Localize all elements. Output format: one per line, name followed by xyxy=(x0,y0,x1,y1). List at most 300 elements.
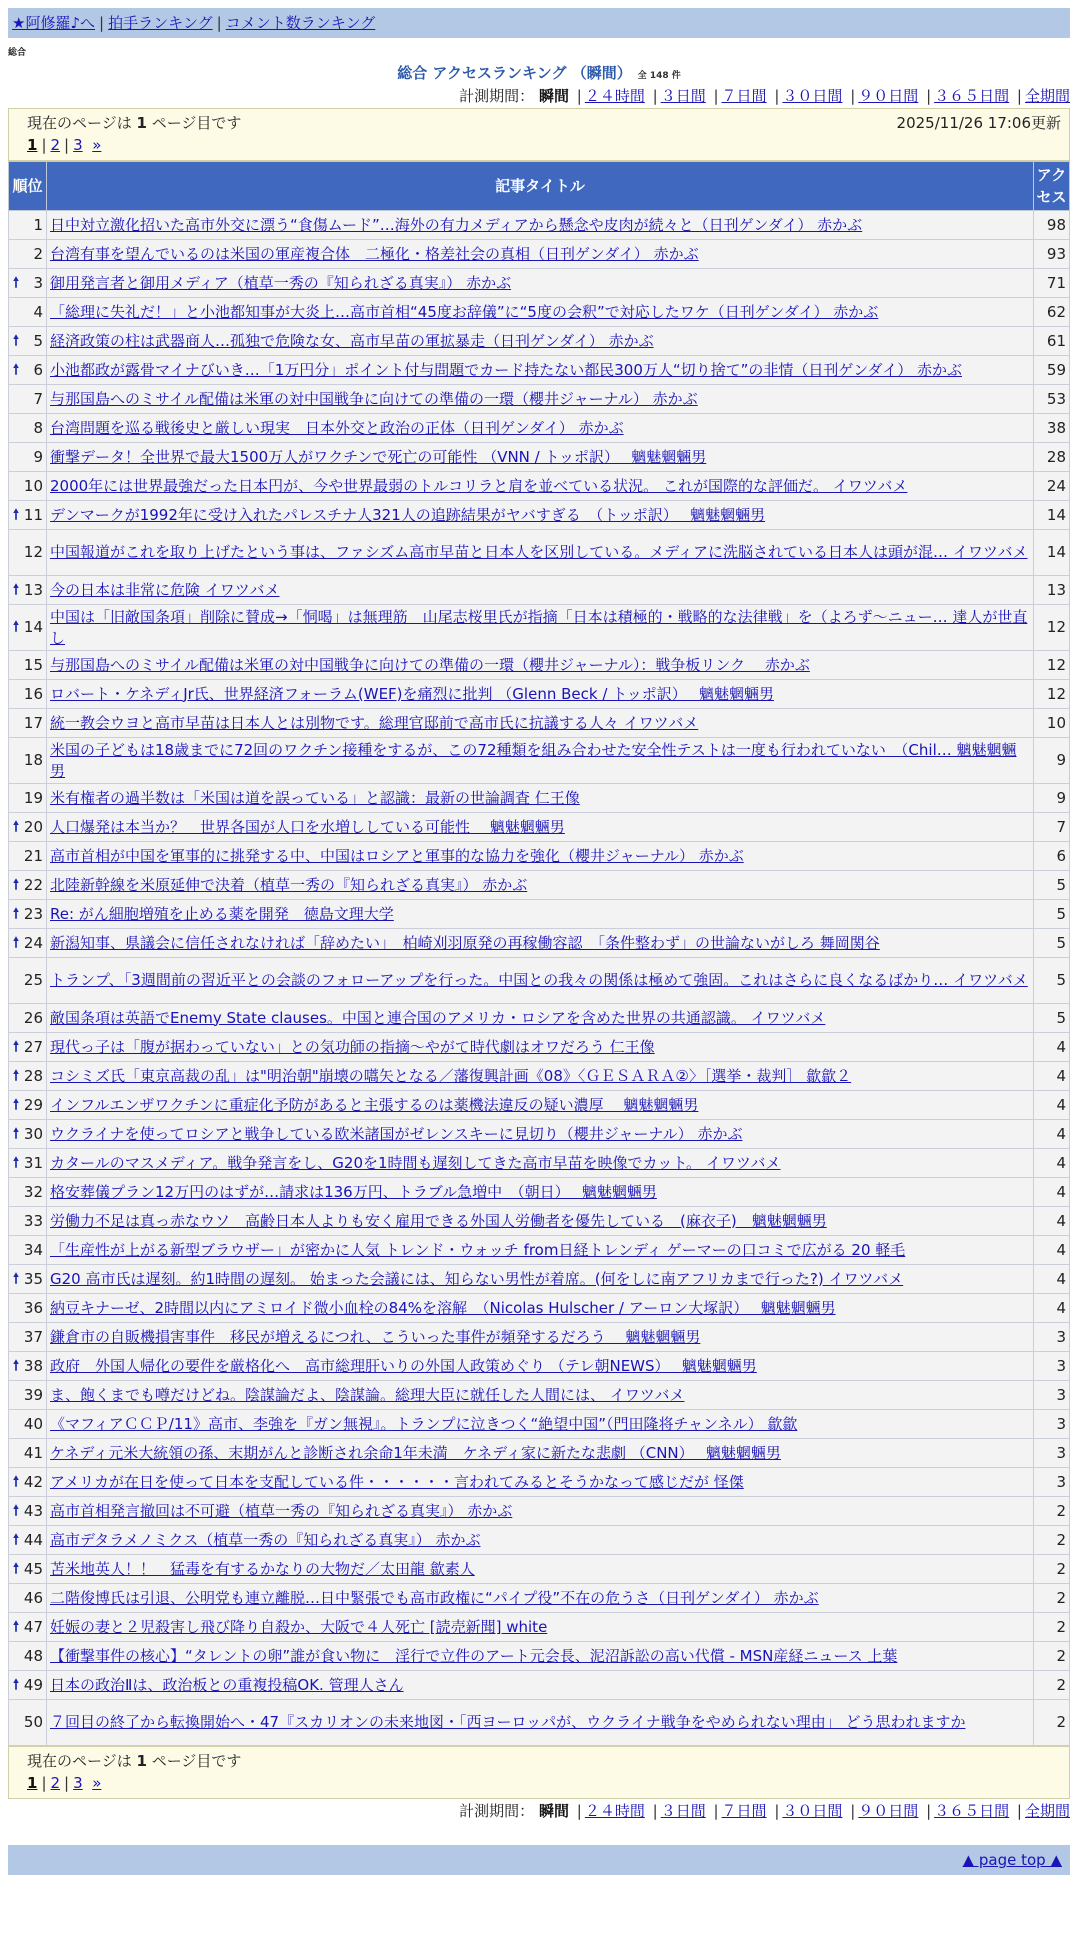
access-count: 5 xyxy=(1034,900,1070,929)
access-count: 3 xyxy=(1034,1468,1070,1497)
rank-cell xyxy=(9,738,47,784)
rank-number: 44 xyxy=(23,1530,43,1549)
comment-ranking-link[interactable]: コメント数ランキング xyxy=(225,14,376,32)
title-cell xyxy=(47,1642,1034,1671)
page-info-panel xyxy=(8,108,1070,161)
rank-number: 42 xyxy=(23,1472,43,1491)
rank-up-arrow-icon: 🠕 xyxy=(13,1676,20,1693)
access-count: 6 xyxy=(1034,842,1070,871)
title-cell xyxy=(47,813,1034,842)
title-cell xyxy=(47,1265,1034,1294)
article-title-link[interactable]: 「生産性が上がる新型ブラウザー」が密かに人気 トレンド・ウォッチ from日経トレンディ ゲーマーの口コミで広がる 20 軽毛 xyxy=(50,1240,906,1259)
table-row xyxy=(9,1468,1070,1497)
access-count: 59 xyxy=(1034,356,1070,385)
table-row xyxy=(9,651,1070,680)
table-row xyxy=(9,1555,1070,1584)
rank-up-arrow-icon: 🠕 xyxy=(13,1531,20,1548)
access-count: 2 xyxy=(1034,1497,1070,1526)
title-cell xyxy=(47,929,1034,958)
page-link-3-bottom[interactable]: 3 xyxy=(73,1774,83,1792)
access-count: 2 xyxy=(1034,1642,1070,1671)
rank-header: 順位 xyxy=(9,162,47,211)
article-title-link[interactable]: 日中対立激化招いた高市外交に漂う“食傷ムード”…海外の有力メディアから懸念や皮肉が続々と（日刊ゲンダイ） 赤かぶ xyxy=(50,215,863,234)
table-row xyxy=(9,1410,1070,1439)
rank-number: 25 xyxy=(23,971,43,989)
rank-number: 7 xyxy=(33,389,43,408)
article-title-link[interactable]: 労働力不足は真っ赤なウソ 高齢日本人よりも安く雇用できる外国人労働者を優先している (麻衣子) 魑魅魍魎男 xyxy=(50,1211,827,1230)
rank-up-arrow-icon: 🠕 xyxy=(13,1096,20,1113)
pagination-top: 1 | 2 | 3 » xyxy=(27,136,102,154)
rank-cell xyxy=(9,1033,47,1062)
title-cell xyxy=(47,1294,1034,1323)
table-row xyxy=(9,738,1070,784)
rank-cell xyxy=(9,842,47,871)
access-count: 71 xyxy=(1034,269,1070,298)
rank-cell xyxy=(9,472,47,501)
title-cell xyxy=(47,1062,1034,1091)
rank-number: 1 xyxy=(33,215,43,234)
period-link-7d[interactable]: ７日間 xyxy=(721,87,767,105)
rank-up-arrow-icon: 🠕 xyxy=(13,1560,20,1577)
period-link-24h-bottom[interactable]: ２４時間 xyxy=(584,1802,645,1820)
table-row xyxy=(9,269,1070,298)
page-link-2[interactable]: 2 xyxy=(50,136,61,154)
rank-cell xyxy=(9,1555,47,1584)
rank-cell xyxy=(9,1149,47,1178)
article-title-link[interactable]: 高市首相発言撤回は不可避（植草一秀の『知られざる真実』） 赤かぶ xyxy=(50,1501,513,1520)
table-row xyxy=(9,1062,1070,1091)
rank-number: 28 xyxy=(23,1066,43,1085)
clap-ranking-link[interactable]: 拍手ランキング xyxy=(108,14,213,32)
table-row xyxy=(9,1497,1070,1526)
rank-cell xyxy=(9,1091,47,1120)
article-title-link[interactable]: デンマークが1992年に受け入れたパレスチナ人321人の追跡結果がヤバすぎる （トッポ訳） 魑魅魍魎男 xyxy=(50,505,766,524)
rank-cell xyxy=(9,1381,47,1410)
rank-cell xyxy=(9,211,47,240)
rank-number: 41 xyxy=(23,1443,43,1462)
article-title-link[interactable]: 与那国島へのミサイル配備は米軍の対中国戦争に向けての準備の一環（櫻井ジャーナル） 赤かぶ xyxy=(50,389,698,408)
rank-number: 31 xyxy=(23,1153,43,1172)
rank-number: 47 xyxy=(23,1617,43,1636)
article-title-link[interactable]: カタールのマスメディア。戦争発言をし、G20を1時間も遅刻してきた高市早苗を映像でカット。 イワツバメ xyxy=(50,1153,781,1172)
title-cell xyxy=(47,1352,1034,1381)
title-cell xyxy=(47,1439,1034,1468)
access-count: 3 xyxy=(1034,1410,1070,1439)
article-title-link[interactable]: 中国は「旧敵国条項」削除に賛成→「恫喝」は無理筋 山尾志桜里氏が指摘「日本は積極的・戦略的な法律戦」を（よろず～ニュー… 達人が世直し xyxy=(50,607,1028,647)
ranking-table-body xyxy=(9,211,1070,1746)
period-link-all[interactable]: 全期間 xyxy=(1024,87,1070,105)
title-cell xyxy=(47,1468,1034,1497)
title-cell xyxy=(47,1323,1034,1352)
period-link-24h[interactable]: ２４時間 xyxy=(584,87,645,105)
period-link-3d[interactable]: ３日間 xyxy=(660,87,706,105)
table-row xyxy=(9,1091,1070,1120)
rank-cell xyxy=(9,605,47,651)
table-row xyxy=(9,472,1070,501)
period-link-3d-bottom[interactable]: ３日間 xyxy=(660,1802,706,1820)
access-count: 2 xyxy=(1034,1555,1070,1584)
article-title-link[interactable]: 2000年には世界最強だった日本円が、今や世界最弱のトルコリラと肩を並べている状況。 これが国際的な評価だ。 イワツバメ xyxy=(50,476,908,495)
article-title-link[interactable]: 現代っ子は「腹が据わっていない」との気功師の指摘～やがて時代劇はオワだろう 仁王像 xyxy=(50,1037,655,1056)
table-row xyxy=(9,1671,1070,1700)
article-title-link[interactable]: 台湾有事を望んでいるのは米国の軍産複合体 二極化・格差社会の真相（日刊ゲンダイ） 赤かぶ xyxy=(50,244,699,263)
article-title-link[interactable]: 納豆キナーゼ、2時間以内にアミロイド微小血栓の84%を溶解 （Nicolas Hulscher / アーロン大塚訳） 魑魅魍魎男 xyxy=(50,1298,836,1317)
rank-number: 27 xyxy=(23,1037,43,1056)
period-label: 計測期間： xyxy=(459,87,535,105)
access-count: 2 xyxy=(1034,1584,1070,1613)
access-count: 14 xyxy=(1034,530,1070,576)
page-current-bottom: 1 xyxy=(27,1774,38,1792)
period-link-30d-bottom[interactable]: ３０日間 xyxy=(782,1802,843,1820)
title-cell xyxy=(47,472,1034,501)
rank-number: 2 xyxy=(33,244,43,263)
table-row xyxy=(9,1033,1070,1062)
rank-number: 50 xyxy=(23,1713,43,1731)
rank-number: 17 xyxy=(23,713,43,732)
page-next-link-bottom[interactable]: » xyxy=(92,1774,102,1792)
rank-number: 36 xyxy=(23,1298,43,1317)
table-row xyxy=(9,211,1070,240)
access-count: 13 xyxy=(1034,576,1070,605)
nav-separator: | xyxy=(216,14,222,32)
rank-number: 32 xyxy=(23,1182,43,1201)
article-title-link[interactable]: 格安葬儀プラン12万円のはずが…請求は136万円、トラブル急増中 （朝日） 魑魅魍魎男 xyxy=(50,1182,657,1201)
access-count: 4 xyxy=(1034,1207,1070,1236)
period-current: 瞬間 xyxy=(538,87,569,105)
rank-cell xyxy=(9,1323,47,1352)
rank-cell xyxy=(9,929,47,958)
table-header-row xyxy=(9,162,1070,211)
title-cell xyxy=(47,900,1034,929)
rank-up-arrow-icon: 🠕 xyxy=(13,818,20,835)
rank-cell xyxy=(9,443,47,472)
pagination-bottom: 1 | 2 | 3 » xyxy=(27,1774,102,1792)
rank-number: 16 xyxy=(23,684,43,703)
title-cell xyxy=(47,1033,1034,1062)
table-row xyxy=(9,900,1070,929)
title-cell xyxy=(47,1120,1034,1149)
table-row xyxy=(9,356,1070,385)
article-title-link[interactable]: 米有権者の過半数は「米国は道を誤っている」と認識：最新の世論調査 仁王像 xyxy=(50,788,580,807)
access-count: 3 xyxy=(1034,1381,1070,1410)
rank-number: 23 xyxy=(23,904,43,923)
table-row xyxy=(9,605,1070,651)
article-title-link[interactable]: 北陸新幹線を米原延伸で決着（植草一秀の『知られざる真実』） 赤かぶ xyxy=(50,875,528,894)
table-row xyxy=(9,1439,1070,1468)
rank-number: 8 xyxy=(33,418,43,437)
rank-number: 22 xyxy=(23,875,43,894)
table-row xyxy=(9,842,1070,871)
rank-up-arrow-icon: 🠕 xyxy=(13,332,20,349)
title-cell xyxy=(47,1178,1034,1207)
article-title-link[interactable]: ウクライナを使ってロシアと戦争している欧米諸国がゼレンスキーに見切り（櫻井ジャーナル） 赤かぶ xyxy=(50,1124,743,1143)
period-link-all-bottom[interactable]: 全期間 xyxy=(1024,1802,1070,1820)
article-title-link[interactable]: ７回目の終了から転換開始へ・47『スカリオンの未来地図・「西ヨーロッパが、ウクライナ戦争をやめられない理由」 どう思われますか xyxy=(50,1713,966,1731)
article-title-link[interactable]: インフルエンザワクチンに重症化予防があると主張するのは薬機法違反の疑い濃厚 魑魅魍魎男 xyxy=(50,1095,699,1114)
table-row xyxy=(9,327,1070,356)
article-title-link[interactable]: 高市デタラメノミクス（植草一秀の『知られざる真実』） 赤かぶ xyxy=(50,1530,481,1549)
rank-cell xyxy=(9,240,47,269)
rank-number: 43 xyxy=(23,1501,43,1520)
title-cell xyxy=(47,356,1034,385)
rank-number: 11 xyxy=(23,505,43,524)
period-link-90d-bottom[interactable]: ９０日間 xyxy=(858,1802,919,1820)
home-link[interactable]: ★阿修羅♪へ xyxy=(12,14,96,32)
access-count: 7 xyxy=(1034,813,1070,842)
table-row xyxy=(9,1323,1070,1352)
access-count: 2 xyxy=(1034,1613,1070,1642)
title-cell xyxy=(47,1236,1034,1265)
access-count: 12 xyxy=(1034,680,1070,709)
article-title-link[interactable]: 小池都政が露骨マイナびいき…「1万円分」ポイント付与問題でカード持たない都民300万人“切り捨て”の非情（日刊ゲンダイ） 赤かぶ xyxy=(50,360,962,379)
period-current-bottom: 瞬間 xyxy=(538,1802,569,1820)
rank-number: 14 xyxy=(23,618,43,636)
access-count: 4 xyxy=(1034,1294,1070,1323)
article-title-link[interactable]: 二階俊博氏は引退、公明党も連立離脱…日中緊張でも高市政権に“パイプ役”不在の危うさ（日刊ゲンダイ） 赤かぶ xyxy=(50,1588,819,1607)
rank-number: 30 xyxy=(23,1124,43,1143)
rank-cell xyxy=(9,1671,47,1700)
rank-number: 37 xyxy=(23,1327,43,1346)
title-cell xyxy=(47,269,1034,298)
article-title-link[interactable]: Re: がん細胞増殖を止める薬を開発 徳島文理大学 xyxy=(50,904,394,923)
rank-number: 49 xyxy=(23,1675,43,1694)
period-link-7d-bottom[interactable]: ７日間 xyxy=(721,1802,767,1820)
access-count: 9 xyxy=(1034,784,1070,813)
rank-number: 45 xyxy=(23,1559,43,1578)
table-row xyxy=(9,1381,1070,1410)
article-title-link[interactable]: トランプ、「3週間前の習近平との会談のフォローアップを行った。中国との我々の関係は極めて強固。これはさらに良くなるばかり… イワツバメ xyxy=(50,971,1028,989)
article-title-link[interactable]: 政府 外国人帰化の要件を厳格化へ 高市総理肝いりの外国人政策めぐり （テレ朝NEWS） 魑魅魍魎男 xyxy=(50,1356,757,1375)
rank-up-arrow-icon: 🠕 xyxy=(13,905,20,922)
rank-cell xyxy=(9,1236,47,1265)
rank-cell xyxy=(9,871,47,900)
rank-cell xyxy=(9,900,47,929)
access-count: 5 xyxy=(1034,929,1070,958)
current-page-text: 現在のページは 1 ページ目です xyxy=(27,114,242,132)
table-row xyxy=(9,784,1070,813)
access-count: 2 xyxy=(1034,1671,1070,1700)
rank-number: 21 xyxy=(23,846,43,865)
rank-cell xyxy=(9,298,47,327)
rank-number: 4 xyxy=(33,302,43,321)
article-title-link[interactable]: アメリカが在日を使って日本を支配している件・・・・・・言われてみるとそうかなって感じだが 怪傑 xyxy=(50,1472,744,1491)
table-row xyxy=(9,871,1070,900)
rank-number: 33 xyxy=(23,1211,43,1230)
period-link-365d[interactable]: ３６５日間 xyxy=(934,87,1010,105)
footer-bar xyxy=(8,1845,1070,1875)
table-row xyxy=(9,501,1070,530)
period-link-90d[interactable]: ９０日間 xyxy=(858,87,919,105)
page-link-2-bottom[interactable]: 2 xyxy=(50,1774,61,1792)
rank-number: 13 xyxy=(23,580,43,599)
table-row xyxy=(9,1700,1070,1746)
rank-up-arrow-icon: 🠕 xyxy=(13,581,20,598)
title-cell xyxy=(47,1584,1034,1613)
article-title-link[interactable]: 《マフィアＣＣＰ/11》高市、李強を『ガン無視』。トランプに泣きつく“絶望中国”（門田隆将チャンネル） 歙歙 xyxy=(50,1414,798,1433)
period-selector-bottom: 計測期間： 瞬間 | ２４時間 | ３日間 | ７日間 | ３０日間 | ９０日間 | ３６５日間 | 全期間 xyxy=(459,1802,1070,1820)
rank-cell xyxy=(9,1207,47,1236)
table-row xyxy=(9,813,1070,842)
title-cell xyxy=(47,443,1034,472)
title-cell xyxy=(47,842,1034,871)
title-cell xyxy=(47,298,1034,327)
top-nav-bar xyxy=(8,8,1070,38)
access-count: 3 xyxy=(1034,1439,1070,1468)
article-title-link[interactable]: コシミズ氏「東京高裁の乱」は"明治朝"崩壊の嚆矢となる／藩復興計画《08》〈ＧＥＳＡＲＡ②〉［選挙・裁判］ 歙歙２ xyxy=(50,1066,852,1085)
nav-separator: | xyxy=(99,14,105,32)
article-title-link[interactable]: 日本の政治Ⅱは、政治板との重複投稿OK. 管理人さん xyxy=(50,1675,404,1694)
rank-up-arrow-icon: 🠕 xyxy=(13,619,20,635)
article-title-link[interactable]: 衝撃データ！全世界で最大1500万人がワクチンで死亡の可能性 （VNN / トッポ訳） 魑魅魍魎男 xyxy=(50,447,707,466)
access-count: 38 xyxy=(1034,414,1070,443)
ranking-heading xyxy=(8,62,1070,84)
rank-up-arrow-icon: 🠕 xyxy=(13,1502,20,1519)
article-title-link[interactable]: 新潟知事、県議会に信任されなければ「辞めたい」 柏崎刈羽原発の再稼働容認 「条件整わず」の世論ないがしろ 舞岡関谷 xyxy=(50,933,880,952)
updated-timestamp: 2025/11/26 17:06更新 xyxy=(896,114,1061,132)
rank-number: 10 xyxy=(23,476,43,495)
access-count: 5 xyxy=(1034,958,1070,1004)
rank-number: 46 xyxy=(23,1588,43,1607)
article-title-link[interactable]: ロバート・ケネディJr氏、世界経済フォーラム(WEF)を痛烈に批判 （Glenn Beck / トッポ訳） 魑魅魍魎男 xyxy=(50,684,774,703)
title-cell xyxy=(47,576,1034,605)
title-cell xyxy=(47,1700,1034,1746)
table-row xyxy=(9,1352,1070,1381)
title-cell xyxy=(47,501,1034,530)
table-row xyxy=(9,1120,1070,1149)
rank-number: 15 xyxy=(23,655,43,674)
access-header: アクセス xyxy=(1034,162,1070,211)
rank-cell xyxy=(9,1120,47,1149)
article-title-link[interactable]: 【衝撃事件の核心】“タレントの卵”誰が食い物に 淫行で立件のアート元会長、泥沼訴訟の高い代償 - MSN産経ニュース 上葉 xyxy=(50,1646,898,1665)
rank-up-arrow-icon: 🠕 xyxy=(13,1473,20,1490)
rank-cell xyxy=(9,576,47,605)
table-row xyxy=(9,443,1070,472)
rank-number: 12 xyxy=(23,543,43,561)
article-title-link[interactable]: ま、飽くまでも噂だけどね。陰謀論だよ、陰謀論。総理大臣に就任した人間には、 イワツバメ xyxy=(50,1385,685,1404)
current-page-text-bottom: 現在のページは 1 ページ目です xyxy=(27,1752,242,1770)
access-count: 9 xyxy=(1034,738,1070,784)
rank-cell xyxy=(9,1439,47,1468)
access-count: 24 xyxy=(1034,472,1070,501)
title-cell xyxy=(47,871,1034,900)
table-row xyxy=(9,1149,1070,1178)
rank-cell xyxy=(9,1265,47,1294)
page-top-link[interactable]: ▲ page top ▲ xyxy=(962,1851,1062,1869)
period-link-30d[interactable]: ３０日間 xyxy=(782,87,843,105)
rank-cell xyxy=(9,1497,47,1526)
article-title-link[interactable]: 統一教会ウヨと高市早苗は日本人とは別物です。総理官邸前で高市氏に抗議する人々 イワツバメ xyxy=(50,713,699,732)
rank-cell xyxy=(9,1410,47,1439)
rank-cell xyxy=(9,501,47,530)
rank-up-arrow-icon: 🠕 xyxy=(13,1618,20,1635)
rank-number: 40 xyxy=(23,1414,43,1433)
rank-cell xyxy=(9,1294,47,1323)
article-title-link[interactable]: 台湾問題を巡る戦後史と厳しい現実 日本外交と政治の正体（日刊ゲンダイ） 赤かぶ xyxy=(50,418,624,437)
article-title-link[interactable]: 高市首相が中国を軍事的に挑発する中、中国はロシアと軍事的な協力を強化（櫻井ジャーナル） 赤かぶ xyxy=(50,846,744,865)
title-cell xyxy=(47,530,1034,576)
rank-number: 5 xyxy=(33,331,43,350)
article-title-link[interactable]: 人口爆発は本当か？ 世界各国が人口を水増ししている可能性 魑魅魍魎男 xyxy=(50,817,565,836)
title-cell xyxy=(47,414,1034,443)
article-title-link[interactable]: 中国報道がこれを取り上げたという事は、ファシズム高市早苗と日本人を区別している。メディアに洗脳されている日本人は頭が混… イワツバメ xyxy=(50,543,1028,561)
title-cell xyxy=(47,680,1034,709)
rank-number: 26 xyxy=(23,1008,43,1027)
period-link-365d-bottom[interactable]: ３６５日間 xyxy=(934,1802,1010,1820)
title-cell xyxy=(47,784,1034,813)
article-title-link[interactable]: 与那国島へのミサイル配備は米軍の対中国戦争に向けての準備の一環（櫻井ジャーナル）：戦争板リンク 赤かぶ xyxy=(50,655,810,674)
rank-up-arrow-icon: 🠕 xyxy=(13,1270,20,1287)
table-row xyxy=(9,1613,1070,1642)
title-cell xyxy=(47,1207,1034,1236)
article-title-link[interactable]: 経済政策の柱は武器商人…孤独で危険な女、高市早苗の軍拡暴走（日刊ゲンダイ） 赤かぶ xyxy=(50,331,654,350)
period-selector-top: 計測期間： 瞬間 | ２４時間 | ３日間 | ７日間 | ３０日間 | ９０日間 | ３６５日間 | 全期間 xyxy=(459,87,1070,105)
access-count: 98 xyxy=(1034,211,1070,240)
table-row xyxy=(9,1004,1070,1033)
access-count: 4 xyxy=(1034,1178,1070,1207)
title-header: 記事タイトル xyxy=(47,162,1034,211)
access-count: 4 xyxy=(1034,1236,1070,1265)
title-cell xyxy=(47,1497,1034,1526)
article-title-link[interactable]: 敵国条項は英語でEnemy State clauses。中国と連合国のアメリカ・ロシアを含めた世界の共通認識。 イワツバメ xyxy=(50,1008,826,1027)
article-title-link[interactable]: 鎌倉市の自販機損害事件 移民が増えるにつれ、こういった事件が頻発するだろう 魑魅魍魎男 xyxy=(50,1327,701,1346)
article-title-link[interactable]: 御用発言者と御用メディア（植草一秀の『知られざる真実』） 赤かぶ xyxy=(50,273,512,292)
rank-cell xyxy=(9,1700,47,1746)
rank-cell xyxy=(9,530,47,576)
rank-number: 6 xyxy=(33,360,43,379)
article-title-link[interactable]: 米国の子どもは18歳までに72回のワクチン接種をするが、この72種類を組み合わせた安全性テストは一度も行われていない （Chil… 魑魅魍魎男 xyxy=(50,740,1017,780)
article-title-link[interactable]: G20 高市氏は遅刻。約1時間の遅刻。 始まった会議には、知らない男性が着席。(何をしに南アフリカまで行った?) イワツバメ xyxy=(50,1269,904,1288)
article-title-link[interactable]: 妊娠の妻と２児殺害し飛び降り自殺か、大阪で４人死亡 [読売新聞] white xyxy=(50,1617,548,1636)
title-cell xyxy=(47,738,1034,784)
rank-number: 19 xyxy=(23,788,43,807)
access-count: 62 xyxy=(1034,298,1070,327)
table-row xyxy=(9,1178,1070,1207)
rank-number: 24 xyxy=(23,933,43,952)
rank-up-arrow-icon: 🠕 xyxy=(13,1038,20,1055)
article-title-link[interactable]: 苫米地英人！！ 猛毒を有するかなりの大物だ／太田龍 歙素人 xyxy=(50,1559,475,1578)
access-count: 10 xyxy=(1034,709,1070,738)
title-cell xyxy=(47,1149,1034,1178)
rank-up-arrow-icon: 🠕 xyxy=(13,1357,20,1374)
total-count: 全 148 件 xyxy=(637,71,681,81)
access-count: 28 xyxy=(1034,443,1070,472)
rank-up-arrow-icon: 🠕 xyxy=(13,506,20,523)
table-row xyxy=(9,1207,1070,1236)
rank-number: 20 xyxy=(23,817,43,836)
table-row xyxy=(9,1294,1070,1323)
article-title-link[interactable]: 「総理に失礼だ！」と小池都知事が大炎上…高市首相“45度お辞儀”に“5度の会釈”で対応したワケ（日刊ゲンダイ） 赤かぶ xyxy=(50,302,879,321)
access-count: 5 xyxy=(1034,1004,1070,1033)
period-label-bottom: 計測期間： xyxy=(459,1802,535,1820)
title-cell xyxy=(47,1555,1034,1584)
page-next-link[interactable]: » xyxy=(92,136,102,154)
table-row xyxy=(9,709,1070,738)
access-count: 93 xyxy=(1034,240,1070,269)
access-count: 4 xyxy=(1034,1062,1070,1091)
rank-cell xyxy=(9,385,47,414)
title-cell xyxy=(47,958,1034,1004)
title-cell xyxy=(47,651,1034,680)
rank-up-arrow-icon: 🠕 xyxy=(13,1067,20,1084)
article-title-link[interactable]: 今の日本は非常に危険 イワツバメ xyxy=(50,580,280,599)
rank-cell xyxy=(9,414,47,443)
page-link-3[interactable]: 3 xyxy=(73,136,83,154)
rank-cell xyxy=(9,813,47,842)
rank-cell xyxy=(9,1526,47,1555)
access-count: 4 xyxy=(1034,1033,1070,1062)
category-label: 総合 xyxy=(8,48,27,58)
article-title-link[interactable]: ケネディ元米大統領の孫、末期がんと診断され余命1年未満 ケネディ家に新たな悲劇 （CNN） 魑魅魍魎男 xyxy=(50,1443,781,1462)
